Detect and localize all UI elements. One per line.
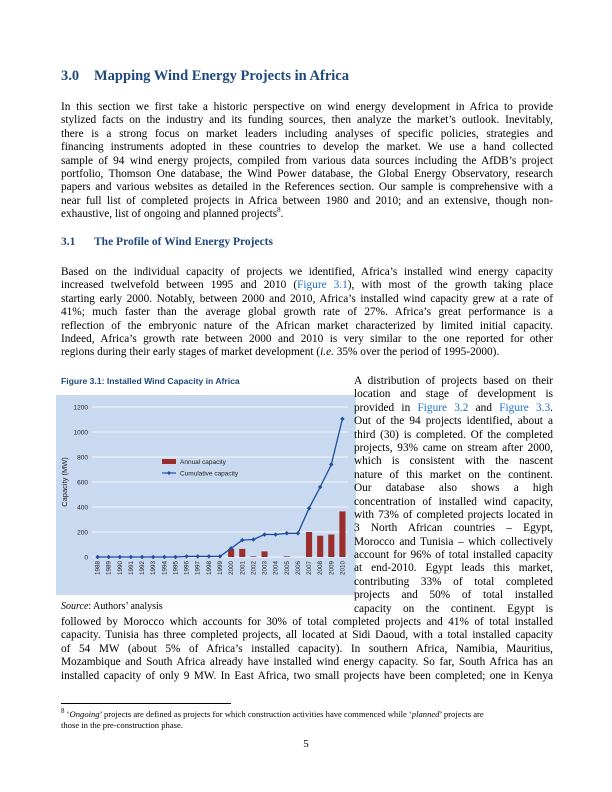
x-tick-label: 2003 [261, 561, 269, 576]
footnote-separator [61, 703, 231, 704]
bar-annual-capacity [339, 511, 345, 557]
text-fragment: 35% over the period of 1995-2000). [333, 346, 500, 359]
footnote-italic: planned [411, 709, 440, 719]
text-line: papers and various websites as detailed in the References section. Our sample is comprehensive with a [61, 181, 553, 194]
text-line: which is consistent with the nascent [354, 455, 553, 468]
subsection-number: 3.1 [61, 236, 76, 248]
x-tick-label: 2009 [328, 561, 336, 576]
figure-link[interactable]: Figure 3.2 [417, 401, 469, 414]
text-line: concentration of installed wind capacity, [354, 495, 553, 508]
text-line: near full list of completed projects in Africa between 1980 and 2010; and an extensive, though non- [61, 194, 553, 207]
figure-link[interactable]: Figure 3.3 [499, 401, 551, 414]
x-tick-label: 2001 [239, 561, 247, 576]
text-line: reflection of the embryonic nature of the African market characterized by limited initial capacity. [61, 319, 553, 332]
text-line: account for 96% of total installed capacity [354, 549, 553, 562]
text-line: financing instruments adopted in these countries to develop the market. We use a hand collected [61, 141, 553, 154]
y-tick-label: 1200 [73, 404, 88, 412]
x-tick-label: 1989 [105, 561, 113, 576]
x-tick-label: 2008 [317, 561, 325, 576]
bar-annual-capacity [284, 556, 290, 557]
legend-swatch-annual [162, 459, 176, 464]
text-line: location and stage of development is [354, 388, 553, 401]
bar-annual-capacity [250, 556, 256, 557]
x-tick-label: 1996 [183, 561, 191, 576]
figure-source [61, 601, 163, 612]
figure-link[interactable]: Figure 3.1 [297, 279, 348, 292]
chart-container [56, 395, 356, 595]
x-tick-label: 1997 [194, 561, 202, 576]
text-line [61, 208, 553, 221]
text-line: starting early 2000. Notably, between 2000 and 2010, Africa’s installed wind capacity grew at a rate of [61, 292, 553, 305]
text-line: Our database also shows a high [354, 482, 553, 495]
x-tick-label: 1991 [127, 561, 135, 576]
x-tick-label: 2004 [272, 561, 280, 576]
bar-annual-capacity [317, 536, 323, 557]
x-tick-label: 2005 [283, 561, 291, 576]
text-line: at end-2010. Egypt leads this market, [354, 562, 553, 575]
italic-text: i.e. [320, 346, 334, 359]
text-line: portfolio, Thomson One database, the Wind Power database, the Global Energy Observatory, research [61, 167, 553, 180]
text-line: In this section we first take a historic perspective on wind energy development in Africa to provide [61, 101, 553, 113]
y-tick-label: 200 [77, 529, 88, 537]
text-fragment: ), with most of the growth taking place [347, 279, 553, 292]
x-tick-label: 1998 [205, 561, 213, 576]
footnote-text: ‘ [64, 709, 70, 719]
text-line: followed by Morocco which accounts for 30% of total completed projects and 41% of total installed [61, 616, 553, 628]
x-tick-label: 2002 [250, 561, 258, 576]
text-line: sample of 94 wind energy projects, compiled from various data sources including the AfDB’s project [61, 154, 553, 167]
x-tick-label: 2006 [294, 561, 302, 576]
text-fragment: provided in [354, 401, 418, 414]
footnote-text: ’ projects are [439, 709, 484, 719]
text-line: capacity on the continent. Egypt is [354, 602, 553, 615]
legend-label-annual: Annual capacity [180, 459, 226, 466]
source-text: : Authors’ analysis [88, 601, 163, 612]
bar-annual-capacity [306, 532, 312, 557]
capacity-chart [56, 395, 356, 595]
y-tick-label: 1000 [73, 429, 88, 437]
bar-annual-capacity [261, 551, 267, 557]
y-tick-label: 0 [84, 554, 88, 562]
text-line: Out of the 94 projects identified, about a [354, 415, 553, 428]
footnote-text: ’ projects are defined as projects for which construction activities have commenced while ‘ [99, 709, 412, 719]
profile-paragraph [61, 266, 553, 360]
subsection-title: The Profile of Wind Energy Projects [94, 236, 273, 248]
text-line [61, 346, 553, 359]
footnote-text: those in the pre-construction phase. [61, 720, 183, 730]
bar-annual-capacity [328, 535, 334, 558]
text-line [61, 279, 553, 292]
footnote-number: 8 [61, 707, 65, 716]
text-line: Morocco and Tunisia – which collectively [354, 535, 553, 548]
text-line-content: exhaustive, list of ongoing and planned projects [61, 208, 278, 221]
footnote-marker[interactable]: 8 [277, 206, 281, 215]
intro-paragraph [61, 101, 553, 222]
footnote [61, 709, 553, 731]
text-line: capacity. Tunisia has three completed projects, all located at Sidi Daoud, with a total installed capacity [61, 629, 553, 642]
x-tick-label: 1995 [172, 561, 180, 576]
section-number: 3.0 [61, 68, 80, 84]
text-line: there is a strong focus on market leaders including analyses of specific policies, strategies and [61, 127, 553, 140]
text-line: projects and 50% of total installed [354, 589, 553, 602]
page-number: 5 [303, 738, 309, 750]
text-fragment: and [468, 401, 500, 414]
text-fragment: . [550, 401, 553, 414]
y-tick-label: 800 [77, 454, 88, 462]
x-tick-label: 2000 [228, 561, 236, 576]
figure-caption: Figure 3.1: Installed Wind Capacity in Africa [61, 376, 240, 386]
text-line: A distribution of projects based on their [354, 375, 553, 387]
text-line: contributing 33% of total completed [354, 575, 553, 588]
text-line: stylized facts on the industry and its funding sources, then analyze the market’s outlook. Inevitably, [61, 114, 553, 127]
y-tick-label: 600 [77, 479, 88, 487]
text-fragment: increased twelvefold between 1995 and 2010 ( [61, 279, 298, 292]
text-line: projects, 93% came on stream after 2000, [354, 441, 553, 454]
x-tick-label: 1993 [150, 561, 158, 576]
x-tick-label: 1992 [139, 561, 147, 576]
subsection-heading [61, 236, 273, 248]
text-line: Indeed, Africa’s growth rate between 2000 and 2010 is very similar to the one reported for other [61, 332, 553, 345]
continuation-paragraph [61, 616, 553, 683]
x-tick-label: 2010 [339, 561, 347, 576]
x-tick-label: 1988 [94, 561, 102, 576]
text-line: Based on the individual capacity of projects we identified, Africa’s installed wind energy capacity [61, 266, 553, 278]
y-axis-label: Capacity (MW) [60, 457, 69, 507]
text-line: 3 North African countries – Egypt, [354, 522, 553, 535]
y-tick-label: 400 [77, 504, 88, 512]
bar-annual-capacity [239, 549, 245, 557]
x-tick-label: 1994 [161, 561, 169, 576]
x-tick-label: 1990 [116, 561, 124, 576]
source-label: Source [61, 601, 89, 612]
text-line: with 73% of completed projects located in [354, 508, 553, 521]
right-column-paragraph [354, 375, 553, 616]
text-line: Mozambique and South Africa already have installed wind energy capacity. So far, South Africa has an [61, 656, 553, 669]
x-tick-label: 2007 [306, 561, 314, 576]
x-tick-label: 1999 [217, 561, 224, 576]
sentence-end: . [280, 208, 284, 221]
text-line: 41%; much faster than the average global growth rate of 27%. Africa’s great performance is a [61, 306, 553, 319]
footnote-italic: Ongoing [69, 709, 100, 719]
section-heading [61, 68, 349, 85]
text-line: third (30) is completed. Of the completed [354, 428, 553, 441]
legend-label-cumulative: Cumulative capacity [180, 470, 239, 478]
text-line: installed capacity of only 9 MW. In East Africa, two small projects have been completed; one in Kenya [61, 669, 553, 682]
text-fragment: regions during their early stages of market development ( [61, 346, 321, 359]
text-line [354, 402, 553, 415]
section-title: Mapping Wind Energy Projects in Africa [94, 68, 349, 84]
text-line: nature of this market on the continent. [354, 468, 553, 481]
text-line: of 54 MW (about 5% of Africa’s installed capacity). In southern Africa, Namibia, Mauritius, [61, 642, 553, 655]
